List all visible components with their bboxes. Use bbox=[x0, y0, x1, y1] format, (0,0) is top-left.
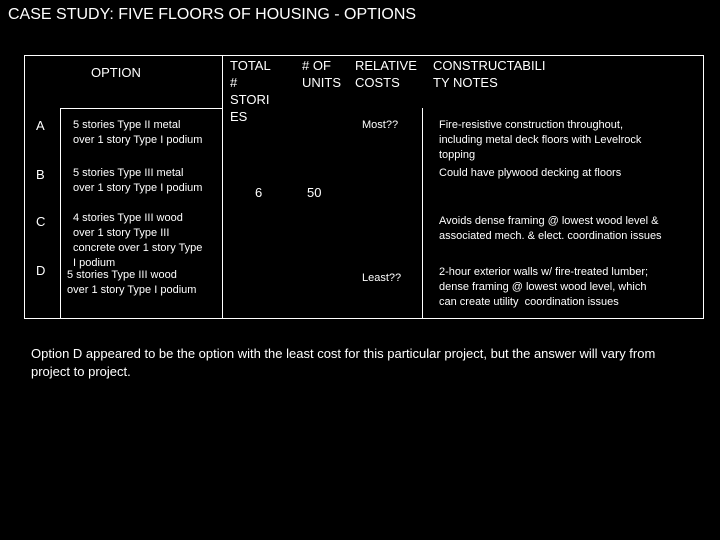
units-value: 50 bbox=[307, 185, 322, 200]
header-option: OPTION bbox=[91, 65, 141, 80]
header-total-stories: TOTAL # STORI ES bbox=[230, 58, 271, 124]
cost-least: Least?? bbox=[362, 272, 402, 284]
conclusion-text: Option D appeared to be the option with the least cost for this particular project, but the answer will vary from project to project. bbox=[31, 346, 656, 379]
table-border-left bbox=[24, 55, 25, 319]
table-divider-letter bbox=[60, 108, 61, 319]
table-border-top bbox=[24, 55, 704, 56]
header-units: # OF UNITS bbox=[302, 58, 341, 90]
note-c: Avoids dense framing @ lowest wood level & associated mech. & elect. coordination issues bbox=[439, 215, 662, 242]
total-stories-value: 6 bbox=[255, 185, 263, 200]
row-description-d: 5 stories Type III wood over 1 story Type I podium bbox=[67, 269, 197, 296]
note-a: Fire-resistive construction throughout, including metal deck floors with Levelrock topping bbox=[439, 119, 642, 161]
table-divider-notes bbox=[422, 108, 423, 319]
cost-most: Most?? bbox=[362, 119, 399, 131]
row-letter-d: D bbox=[36, 263, 46, 278]
row-description-c: 4 stories Type III wood over 1 story Type III concrete over 1 story Type I podium bbox=[73, 212, 203, 269]
table-border-bottom bbox=[24, 318, 704, 319]
row-letter-c: C bbox=[36, 214, 46, 229]
table-border-right bbox=[703, 55, 704, 319]
row-letter-a: A bbox=[36, 118, 45, 133]
header-relative-costs: RELATIVE COSTS bbox=[355, 58, 417, 90]
row-letter-b: B bbox=[36, 167, 45, 182]
note-b: Could have plywood decking at floors bbox=[439, 167, 622, 179]
row-description-b: 5 stories Type III metal over 1 story Type I podium bbox=[73, 167, 203, 194]
header-constructability: CONSTRUCTABILI TY NOTES bbox=[433, 58, 546, 90]
table-divider-header bbox=[60, 108, 223, 109]
table-divider-option bbox=[222, 55, 223, 319]
note-d: 2-hour exterior walls w/ fire-treated lumber; dense framing @ lowest wood level, which can create utility coordination issues bbox=[439, 266, 649, 308]
row-description-a: 5 stories Type II metal over 1 story Type I podium bbox=[73, 119, 203, 146]
page-title: CASE STUDY: FIVE FLOORS OF HOUSING - OPTIONS bbox=[8, 6, 417, 23]
